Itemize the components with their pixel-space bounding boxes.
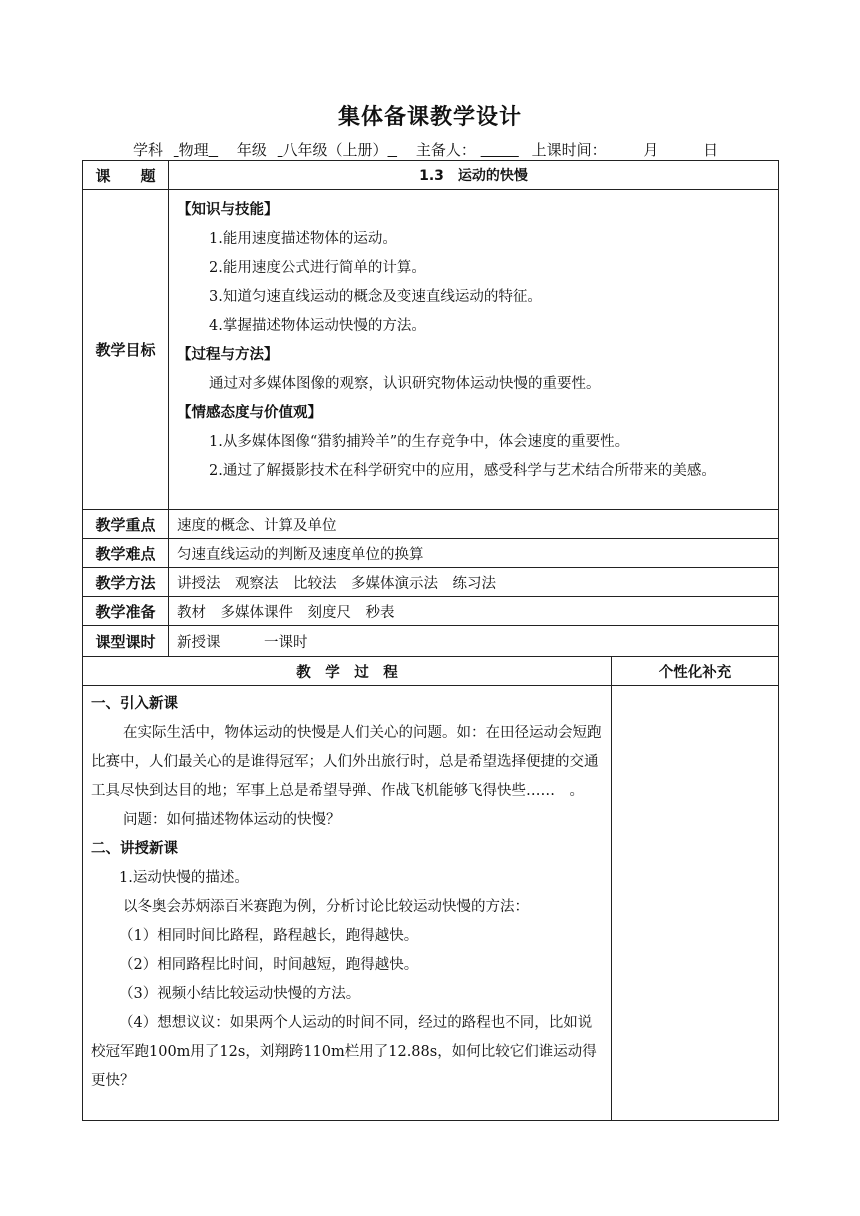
prep-label: 教学准备 [83, 597, 169, 626]
subject-label: 学科 [133, 141, 164, 159]
section-teach-title: 二、讲授新课 [91, 841, 178, 857]
goal-item: 1.从多媒体图像“猎豹捕羚羊”的生存竞争中，体会速度的重要性。 [209, 434, 630, 450]
process-row [83, 686, 779, 1121]
intro-paragraph: 在实际生活中，物体运动的快慢是人们关心的问题。如：在田径运动会短跑比赛中，人们最关心的是谁得冠军；人们外出旅行时，总是希望选择便捷的交通工具尽快到达目的地；军事上总是希望导弹、作战飞机能够飞得快些…… 。 [91, 725, 602, 799]
preparer-value [481, 141, 519, 159]
goal-item: 4.掌握描述物体运动快慢的方法。 [209, 318, 426, 334]
difficulty-label: 教学难点 [83, 539, 169, 568]
topic-row [83, 161, 779, 190]
attitude-heading: 【情感态度与价值观】 [177, 405, 322, 421]
section-intro-title: 一、引入新课 [91, 696, 178, 712]
month-label: 月 [643, 141, 659, 159]
process-content [83, 686, 612, 1121]
goals-content [169, 190, 779, 510]
goal-item: 1.能用速度描述物体的运动。 [209, 231, 397, 247]
lesson-row [83, 626, 779, 657]
teach-item: 以冬奥会苏炳添百米赛跑为例，分析讨论比较运动快慢的方法： [123, 899, 529, 915]
key-row [83, 510, 779, 539]
lesson-label: 课型课时 [83, 626, 169, 657]
process-heading: 【过程与方法】 [177, 347, 279, 363]
goals-label: 教学目标 [83, 190, 169, 510]
goal-item: 通过对多媒体图像的观察，认识研究物体运动快慢的重要性。 [209, 376, 601, 392]
teach-item: 1.运动快慢的描述。 [119, 870, 249, 886]
prep-row [83, 597, 779, 626]
grade-value: 八年级（上册） [282, 141, 388, 159]
time-label: 上课时间： [531, 141, 607, 159]
process-header-row [83, 657, 779, 686]
lesson-value: 新授课 一课时 [169, 626, 779, 657]
page-title: 集体备课教学设计 [337, 105, 522, 130]
method-label: 教学方法 [83, 568, 169, 597]
subject-value: 物理 [178, 141, 209, 159]
grade-label: 年级 [236, 141, 267, 159]
goals-row [83, 190, 779, 510]
teach-item: （1）相同时间比路程，路程越长，跑得越快。 [119, 928, 419, 944]
teach-item: （4）想想议议：如果两个人运动的时间不同，经过的路程也不同，比如说校冠军跑100m用了12s，刘翔跨110m栏用了12.88s，如何比较它们谁运动得更快？ [91, 1015, 597, 1089]
goal-item: 3.知道匀速直线运动的概念及变速直线运动的特征。 [209, 289, 542, 305]
topic-label: 课 题 [83, 161, 169, 190]
teach-item: （2）相同路程比时间，时间越短，跑得越快。 [119, 957, 419, 973]
topic-value: 1.3 运动的快慢 [169, 161, 779, 190]
meta-line [133, 139, 718, 160]
knowledge-heading: 【知识与技能】 [177, 202, 279, 218]
difficulty-value: 匀速直线运动的判断及速度单位的换算 [169, 539, 779, 568]
intro-question: 问题：如何描述物体运动的快慢？ [123, 812, 341, 828]
lesson-plan-table [82, 160, 779, 1121]
difficulty-row [83, 539, 779, 568]
teach-item: （3）视频小结比较运动快慢的方法。 [119, 986, 361, 1002]
prep-value: 教材 多媒体课件 刻度尺 秒表 [169, 597, 779, 626]
process-header: 教 学 过 程 [83, 657, 612, 686]
goal-item: 2.通过了解摄影技术在科学研究中的应用，感受科学与艺术结合所带来的美感。 [209, 463, 716, 479]
key-label: 教学重点 [83, 510, 169, 539]
supplement-cell [612, 686, 779, 1121]
method-row [83, 568, 779, 597]
goal-item: 2.能用速度公式进行简单的计算。 [209, 260, 426, 276]
preparer-label: 主备人： [415, 141, 476, 159]
day-label: 日 [703, 141, 719, 159]
method-value: 讲授法 观察法 比较法 多媒体演示法 练习法 [169, 568, 779, 597]
supplement-header: 个性化补充 [612, 657, 779, 686]
key-value: 速度的概念、计算及单位 [169, 510, 779, 539]
